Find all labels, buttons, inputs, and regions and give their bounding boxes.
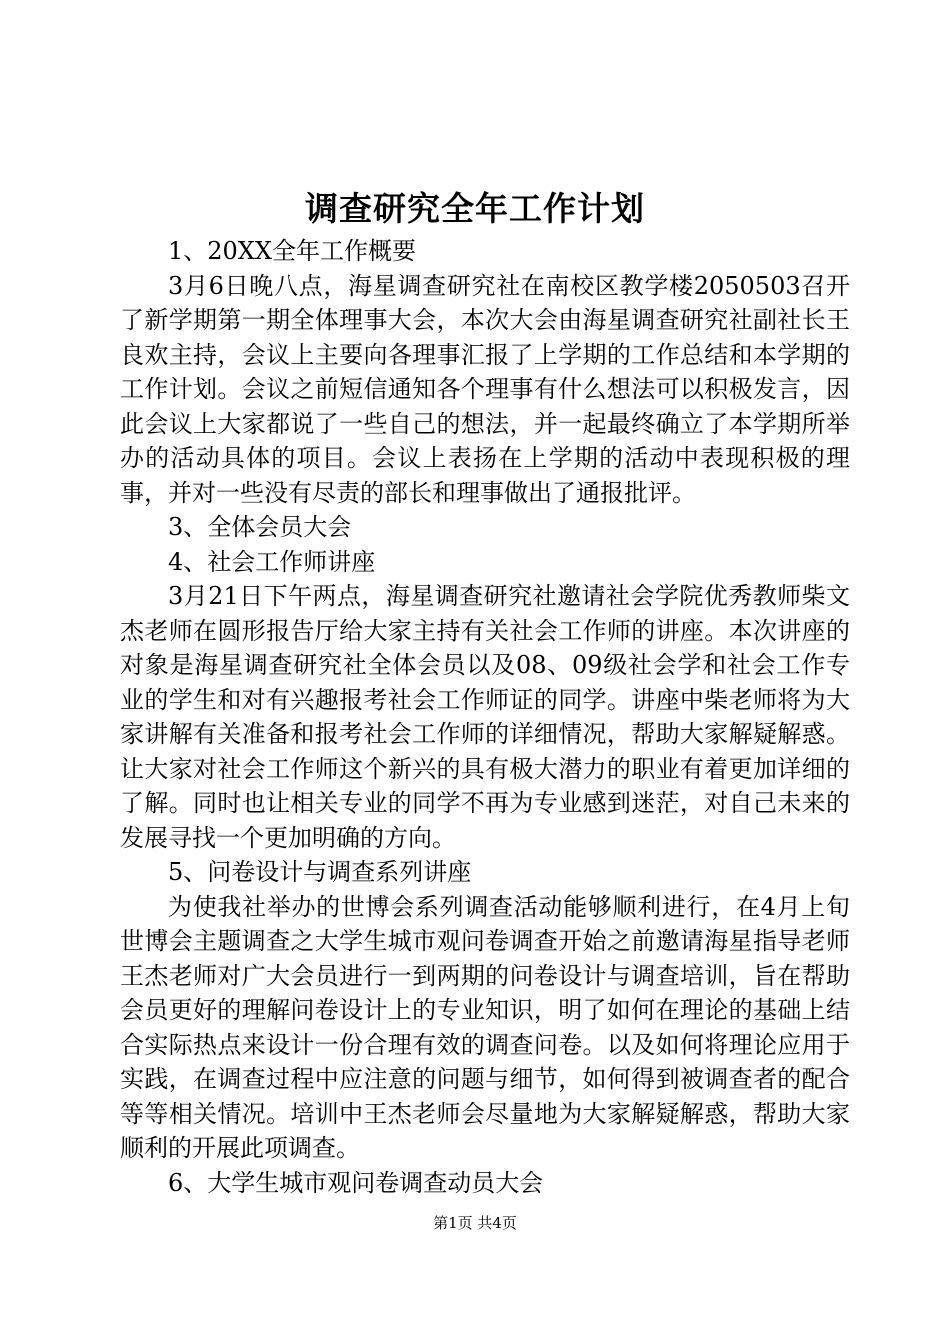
section-heading-3: 3、全体会员大会 (168, 513, 352, 541)
section-heading-5: 5、问卷设计与调查系列讲座 (168, 858, 472, 886)
paragraph-council-meeting: 3月6日晚八点，海星调查研究社在南校区教学楼2050503召开了新学期第一期全体理事大会，本次大会由海星调查研究社副社长王良欢主持，会议上主要向各理事汇报了上学期的工作总结和本学期的工作计划。会议之前短信通知各个理事有什么想法可以积极发言，因此会议上大家都说了一些自己的想法，并一起最终确立了本学期所举办的活动具体的项目。会议上表扬在上学期的活动中表现积极的理事，并对一些没有尽责的部长和理事做出了通报批评。 (120, 271, 850, 507)
paragraph-social-work-lecture: 3月21日下午两点，海星调查研究社邀请社会学院优秀教师柴文杰老师在圆形报告厅给大家主持有关社会工作师的讲座。本次讲座的对象是海星调查研究社全体会员以及08、09级社会学和社会工作专业的学生和对有兴趣报考社会工作师证的同学。讲座中柴老师将为大家讲解有关准备和报考社会工作师的详细情况，帮助大家解疑解惑。让大家对社会工作师这个新兴的具有极大潜力的职业有着更加详细的了解。同时也让相关专业的同学不再为专业感到迷茫，对自己未来的发展寻找一个更加明确的方向。 (120, 582, 850, 852)
document-body (120, 234, 850, 1200)
paragraph-questionnaire-training: 为使我社举办的世博会系列调查活动能够顺利进行，在4月上旬世博会主题调查之大学生城市观问卷调查开始之前邀请海星指导老师王杰老师对广大会员进行一到两期的问卷设计与调查培训，旨在帮助会员更好的理解问卷设计上的专业知识，明了如何在理论的基础上结合实际热点来设计一份合理有效的调查问卷。以及如何将理论应用于实践，在调查过程中应注意的问题与细节，如何得到被调查者的配合等等相关情况。培训中王杰老师会尽量地为大家解疑解惑，帮助大家顺利的开展此项调查。 (120, 892, 850, 1162)
page-number-footer: 第1页 共4页 (433, 1214, 517, 1232)
section-heading-6: 6、大学生城市观问卷调查动员大会 (168, 1168, 544, 1197)
section-heading-1: 1、20XX全年工作概要 (168, 237, 416, 265)
document-title: 调查研究全年工作计划 (305, 189, 645, 228)
section-heading-4: 4、社会工作师讲座 (168, 547, 376, 576)
